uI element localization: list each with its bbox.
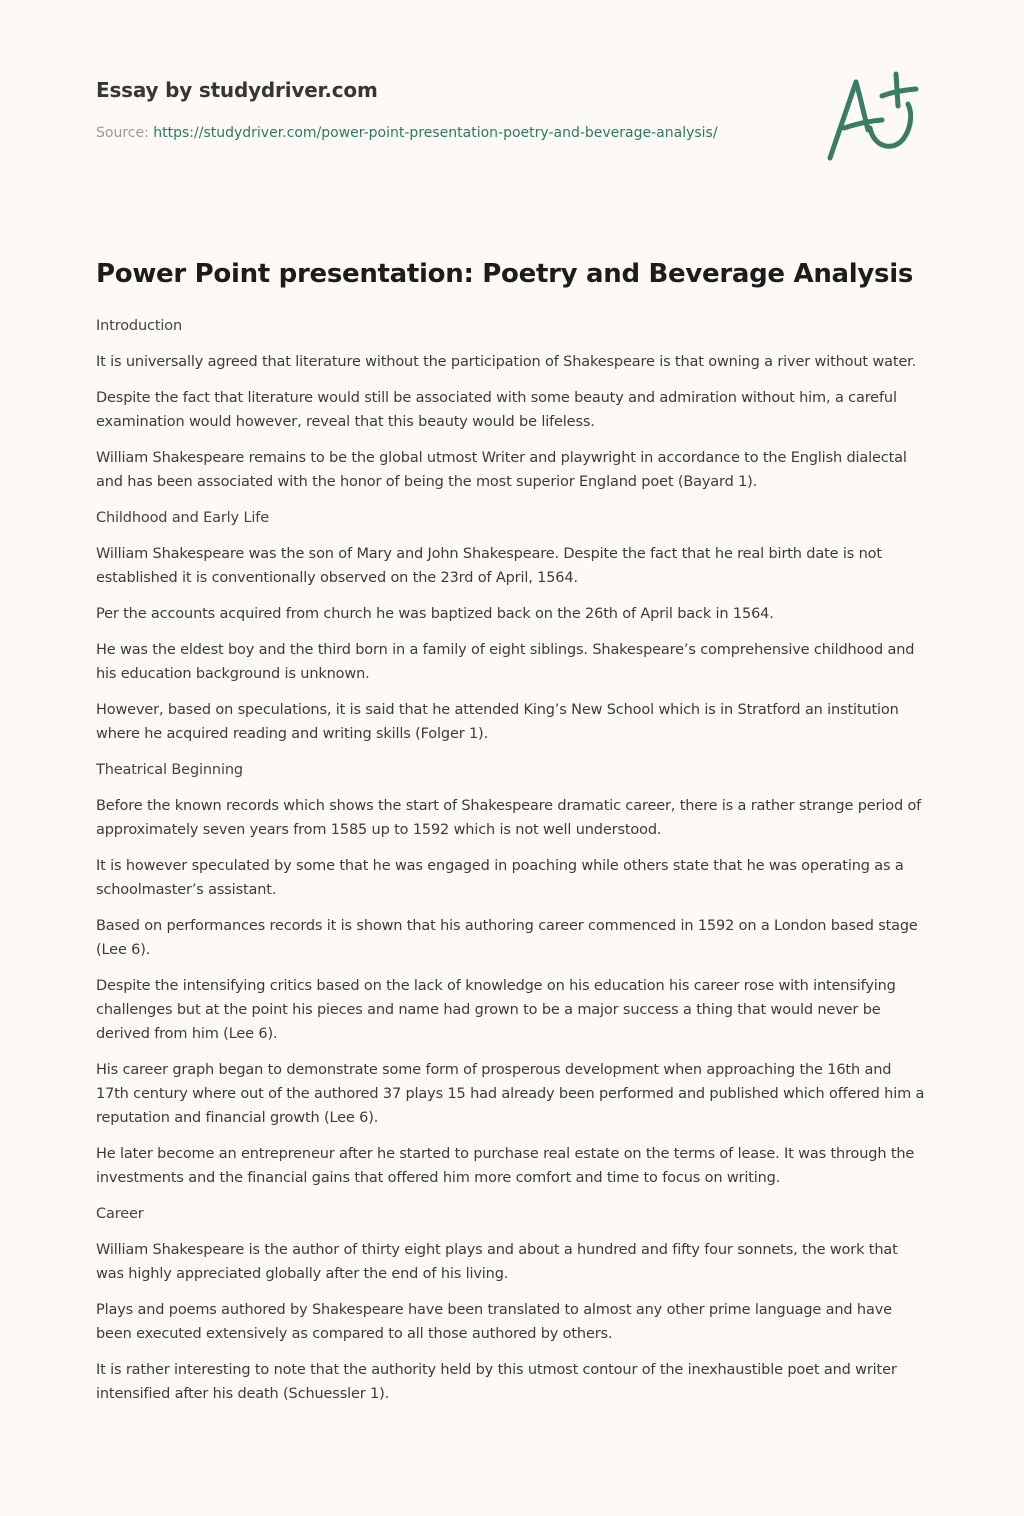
site-brand: Essay by studydriver.com (96, 78, 378, 102)
paragraph: It is universally agreed that literature without the participation of Shakespeare is that owning a river without water. (96, 354, 917, 370)
source-line (96, 124, 816, 142)
paragraph: Plays and poems authored by Shakespeare have been translated to almost any other prime language and have been executed extensively as compared to all those authored by others. (96, 1302, 892, 1342)
section-heading-introduction: Introduction (96, 318, 183, 334)
paragraph: However, based on speculations, it is said that he attended King’s New School which is in Stratford an institution where he acquired reading and writing skills (Folger 1). (96, 702, 899, 742)
paragraph: Despite the intensifying critics based on the lack of knowledge on his education his career rose with intensifying challenges but at the point his pieces and name had grown to be a major success a thing that would never be derived from him (Lee 6). (96, 978, 896, 1042)
paragraph: William Shakespeare is the author of thirty eight plays and about a hundred and fifty four sonnets, the work that was highly appreciated globally after the end of his living. (96, 1242, 898, 1282)
paragraph: He later become an entrepreneur after he started to purchase real estate on the terms of lease. It was through the investments and the financial gains that offered him more comfort and time to focus on writing. (96, 1146, 915, 1186)
paragraph: Based on performances records it is shown that his authoring career commenced in 1592 on a London based stage (Lee 6). (96, 918, 918, 958)
section-heading-childhood: Childhood and Early Life (96, 510, 269, 526)
document-title: Power Point presentation: Poetry and Beverage Analysis (96, 259, 914, 289)
paragraph: Per the accounts acquired from church he was baptized back on the 26th of April back in 1564. (96, 606, 774, 622)
paragraph: Despite the fact that literature would still be associated with some beauty and admiration without him, a careful examination would however, reveal that this beauty would be lifeless. (96, 390, 897, 430)
section-heading-theatrical-beginning: Theatrical Beginning (96, 762, 243, 778)
paragraph: It is rather interesting to note that the authority held by this utmost contour of the inexhaustible poet and writer intensified after his death (Schuessler 1). (96, 1362, 897, 1402)
a-plus-grade-icon (820, 66, 930, 166)
paragraph: Before the known records which shows the start of Shakespeare dramatic career, there is a rather strange period of approximately seven years from 1585 up to 1592 which is not well understood. (96, 798, 922, 838)
paragraph: It is however speculated by some that he was engaged in poaching while others state that he was operating as a schoolmaster’s assistant. (96, 858, 904, 898)
essay-body (96, 314, 928, 1418)
paragraph: His career graph began to demonstrate some form of prosperous development when approaching the 16th and 17th century where out of the authored 37 plays 15 had already been performed and published which offered him a reputation and financial growth (Lee 6). (96, 1062, 925, 1126)
paragraph: He was the eldest boy and the third born in a family of eight siblings. Shakespeare’s comprehensive childhood and his education background is unknown. (96, 642, 915, 682)
source-link[interactable]: https://studydriver.com/power-point-presentation-poetry-and-beverage-analysis/ (153, 125, 718, 141)
paragraph: William Shakespeare remains to be the global utmost Writer and playwright in accordance to the English dialectal and has been associated with the honor of being the most superior England poet (Bayard 1). (96, 450, 907, 490)
section-heading-career: Career (96, 1206, 144, 1222)
page-header (96, 76, 816, 142)
source-label: Source: (96, 125, 149, 141)
paragraph: William Shakespeare was the son of Mary and John Shakespeare. Despite the fact that he real birth date is not established it is conventionally observed on the 23rd of April, 1564. (96, 546, 882, 586)
